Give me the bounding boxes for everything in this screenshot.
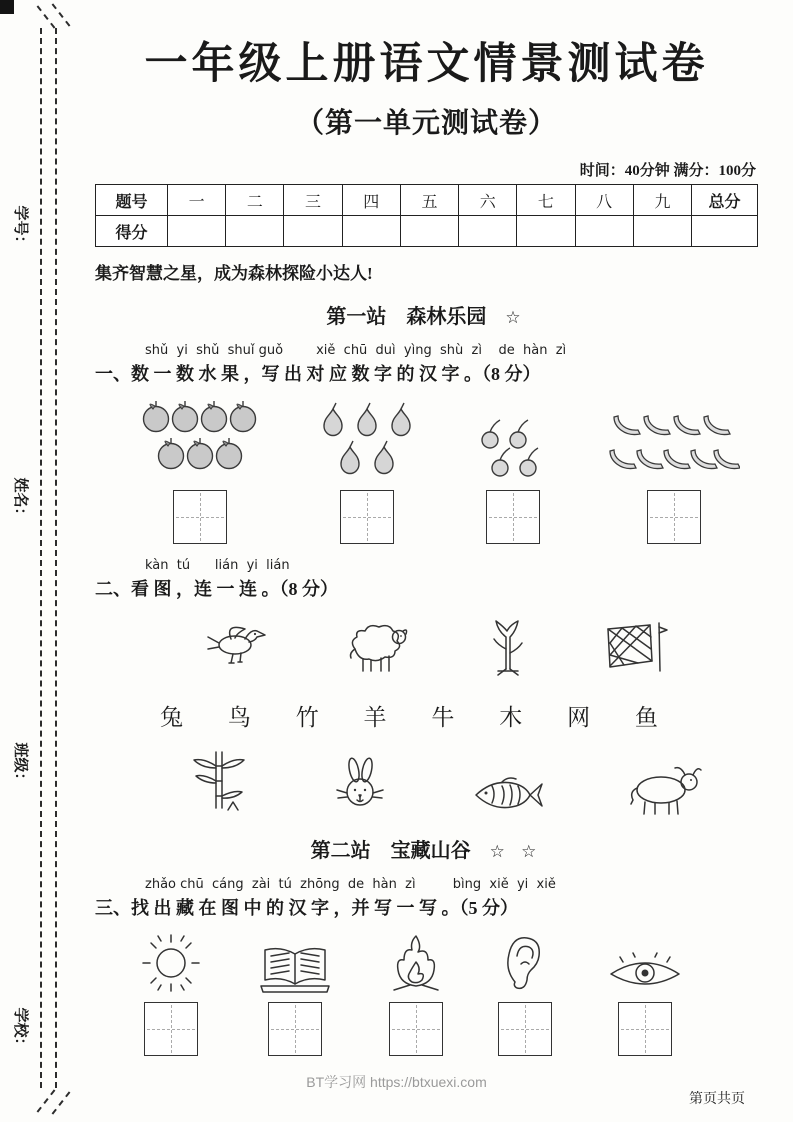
seal-diagonal-mark bbox=[52, 1091, 71, 1114]
q3-column-book bbox=[257, 940, 333, 1056]
match-character[interactable]: 鸟 bbox=[227, 705, 251, 730]
writing-grid[interactable] bbox=[389, 1002, 443, 1056]
writing-grid[interactable] bbox=[144, 1002, 198, 1056]
q1-pinyin: shǔ yi shǔ shuǐ guǒ xiě chū duì yìng shù zì de hàn zì bbox=[145, 343, 567, 358]
station-2-stars: ☆ ☆ bbox=[489, 842, 543, 861]
q2-pinyin: kàn tú lián yi lián bbox=[145, 558, 290, 573]
score-cell[interactable] bbox=[284, 216, 342, 247]
match-character[interactable]: 牛 bbox=[431, 705, 455, 730]
score-table bbox=[95, 184, 758, 247]
page-subtitle: （第一单元测试卷） bbox=[295, 107, 557, 138]
station-2-title: 第二站 宝藏山谷 bbox=[310, 840, 471, 862]
seal-line-outer bbox=[40, 28, 42, 1088]
score-cell[interactable] bbox=[226, 216, 284, 247]
cherries-group-icon bbox=[474, 408, 552, 482]
score-cell[interactable] bbox=[342, 216, 400, 247]
score-header-cell: 八 bbox=[575, 185, 633, 216]
writing-grid[interactable] bbox=[498, 1002, 552, 1056]
q3-column-eye bbox=[607, 952, 683, 1056]
q2-text: 二、看 图 ，连 一 连 。（8 分） bbox=[95, 579, 338, 599]
q2-top-image-row bbox=[95, 609, 758, 677]
seal-diagonal-mark bbox=[37, 5, 56, 28]
match-character[interactable]: 网 bbox=[567, 705, 591, 730]
wood-icon[interactable] bbox=[480, 615, 536, 677]
q3-column-ear bbox=[498, 932, 552, 1056]
student-name-label: 姓名： bbox=[12, 477, 28, 523]
apples-group-icon bbox=[141, 398, 259, 482]
eye-icon bbox=[607, 952, 683, 994]
pears-group-icon bbox=[315, 398, 419, 482]
fish-icon[interactable] bbox=[472, 772, 546, 818]
bananas-group-icon bbox=[608, 408, 740, 482]
score-header-cell: 总分 bbox=[692, 185, 758, 216]
fire-icon bbox=[388, 932, 444, 994]
paper-content bbox=[95, 0, 758, 1056]
match-character[interactable]: 兔 bbox=[160, 705, 183, 730]
q1-fruit-column-cherries bbox=[474, 408, 552, 544]
bamboo-icon[interactable] bbox=[190, 746, 248, 818]
writing-grid[interactable] bbox=[173, 490, 227, 544]
score-cell[interactable] bbox=[575, 216, 633, 247]
station-1-title: 第一站 森林乐园 bbox=[326, 306, 487, 328]
score-cell[interactable] bbox=[168, 216, 226, 247]
score-header-cell: 三 bbox=[284, 185, 342, 216]
writing-grid[interactable] bbox=[340, 490, 394, 544]
writing-grid[interactable] bbox=[647, 490, 701, 544]
scan-corner-mark bbox=[0, 0, 14, 14]
score-cell[interactable] bbox=[400, 216, 458, 247]
score-cell[interactable] bbox=[517, 216, 575, 247]
q3-pinyin: zhǎo chū cáng zài tú zhōng de hàn zì bìng xiě yi xiě bbox=[145, 877, 556, 892]
q3-column-fire bbox=[388, 932, 444, 1056]
seal-diagonal-mark bbox=[52, 3, 71, 26]
q1-fruit-row bbox=[95, 394, 758, 544]
student-id-label: 学号： bbox=[12, 205, 28, 251]
score-table-header-row bbox=[96, 185, 758, 216]
score-row-label: 得分 bbox=[96, 216, 168, 247]
page-title: 一年级上册语文情景测试卷 bbox=[144, 40, 709, 88]
q1-text: 一、数 一 数 水 果 ，写 出 对 应 数 字 的 汉 字 。（8 分） bbox=[95, 364, 541, 384]
station-2-header bbox=[95, 834, 758, 863]
score-cell[interactable] bbox=[633, 216, 691, 247]
score-header-cell: 四 bbox=[342, 185, 400, 216]
score-cell[interactable] bbox=[459, 216, 517, 247]
score-header-cell: 七 bbox=[517, 185, 575, 216]
match-character[interactable]: 木 bbox=[499, 705, 523, 730]
rabbit-icon[interactable] bbox=[329, 756, 391, 818]
writing-grid[interactable] bbox=[486, 490, 540, 544]
ox-icon[interactable] bbox=[627, 762, 703, 818]
q2-bottom-image-row bbox=[95, 742, 758, 818]
station-1-stars: ☆ bbox=[505, 308, 527, 327]
ear-icon bbox=[501, 932, 549, 994]
exam-meta: 时间：40分钟 满分：100分 bbox=[579, 163, 756, 179]
intro-text: 集齐智慧之星，成为森林探险小达人! bbox=[95, 264, 373, 283]
writing-grid[interactable] bbox=[618, 1002, 672, 1056]
q1-fruit-column-bananas bbox=[608, 408, 740, 544]
q2-character-row bbox=[95, 699, 758, 732]
score-header-cell: 五 bbox=[400, 185, 458, 216]
score-header-cell: 题号 bbox=[96, 185, 168, 216]
seal-line-inner bbox=[55, 28, 57, 1088]
school-label: 学校： bbox=[12, 1007, 28, 1053]
footer-site-link[interactable]: BT学习网 https://btxuexi.com bbox=[306, 1074, 487, 1090]
q3-text: 三、找 出 藏 在 图 中 的 汉 字 ，并 写 一 写 。（5 分） bbox=[95, 898, 518, 918]
score-header-cell: 六 bbox=[459, 185, 517, 216]
score-table-score-row bbox=[96, 216, 758, 247]
q3-column-sun bbox=[140, 932, 202, 1056]
match-character[interactable]: 鱼 bbox=[634, 705, 658, 730]
class-label: 班级： bbox=[12, 742, 28, 788]
seal-diagonal-mark bbox=[37, 1089, 56, 1112]
book-icon bbox=[257, 940, 333, 994]
score-header-cell: 二 bbox=[226, 185, 284, 216]
sun-icon bbox=[140, 932, 202, 994]
q1-fruit-column-apples bbox=[141, 398, 259, 544]
match-character[interactable]: 羊 bbox=[363, 705, 387, 730]
score-header-cell: 九 bbox=[633, 185, 691, 216]
match-character[interactable]: 竹 bbox=[295, 705, 319, 730]
station-1-header bbox=[95, 300, 758, 329]
footer-page-indicator: 第页共页 bbox=[689, 1092, 745, 1107]
net-icon[interactable] bbox=[602, 619, 668, 677]
writing-grid[interactable] bbox=[268, 1002, 322, 1056]
q3-image-row bbox=[95, 928, 758, 1056]
score-header-cell: 一 bbox=[168, 185, 226, 216]
q1-fruit-column-pears bbox=[315, 398, 419, 544]
sheep-icon[interactable] bbox=[341, 619, 413, 677]
bird-icon[interactable] bbox=[205, 619, 275, 677]
score-cell[interactable] bbox=[692, 216, 758, 247]
